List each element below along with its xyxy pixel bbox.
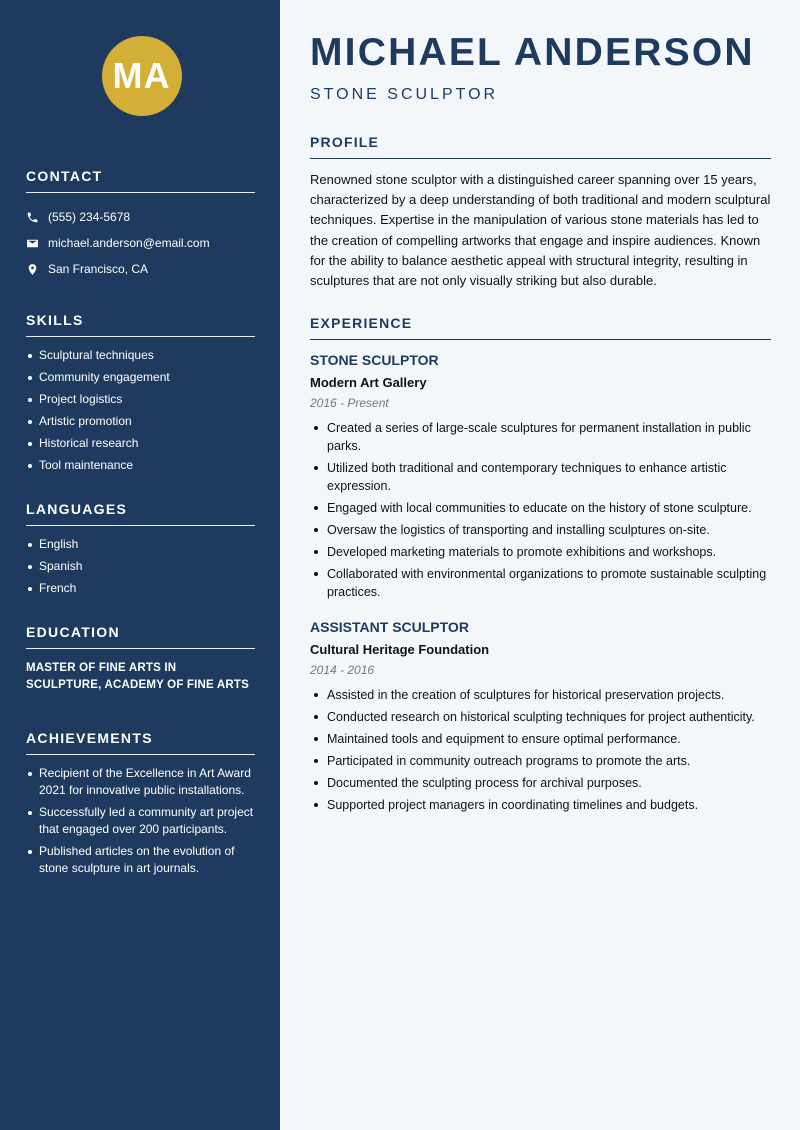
contact-email[interactable]: [26, 230, 255, 256]
achievements-section: [26, 730, 255, 877]
avatar-container: [26, 0, 255, 116]
candidate-title: STONE SCULPTOR: [310, 86, 499, 103]
job-bullet: Documented the sculpting process for archival purposes.: [310, 774, 771, 792]
contact-section: [26, 168, 255, 282]
language-item: Spanish: [26, 558, 255, 575]
skill-item: Sculptural techniques: [26, 347, 255, 364]
skills-list: [26, 347, 255, 474]
job-bullet: Assisted in the creation of sculptures for historical preservation projects.: [310, 686, 771, 704]
job-bullets: [310, 686, 771, 814]
contact-phone[interactable]: [26, 204, 255, 230]
skills-section: [26, 312, 255, 474]
skill-item: Community engagement: [26, 369, 255, 386]
skill-item: Historical research: [26, 435, 255, 452]
job-bullet: Maintained tools and equipment to ensure optimal performance.: [310, 730, 771, 748]
job-bullet: Utilized both traditional and contemporary techniques to enhance artistic expression.: [310, 459, 771, 495]
job-title: STONE SCULPTOR: [310, 352, 439, 369]
phone-number: (555) 234-5678: [48, 210, 131, 224]
job-dates: 2016 - Present: [310, 396, 389, 411]
company-name: Modern Art Gallery: [310, 375, 427, 391]
achievement-item: Published articles on the evolution of stone sculpture in art journals.: [26, 843, 255, 877]
job-entry: [310, 619, 771, 814]
achievements-heading: ACHIEVEMENTS: [26, 730, 255, 755]
sidebar: [0, 0, 280, 1130]
contact-heading: CONTACT: [26, 168, 255, 193]
achievement-item: Successfully led a community art project that engaged over 200 participants.: [26, 804, 255, 838]
profile-section: [310, 134, 771, 291]
job-dates: 2014 - 2016: [310, 663, 375, 678]
experience-heading: EXPERIENCE: [310, 315, 771, 340]
experience-section: [310, 315, 771, 814]
languages-heading: LANGUAGES: [26, 501, 255, 526]
job-bullet: Oversaw the logistics of transporting and installing sculptures on-site.: [310, 521, 771, 539]
skills-heading: SKILLS: [26, 312, 255, 337]
languages-section: [26, 501, 255, 597]
languages-list: [26, 536, 255, 597]
job-bullets: [310, 419, 771, 601]
location-icon: [26, 263, 39, 276]
job-bullet: Supported project managers in coordinating timelines and budgets.: [310, 796, 771, 814]
language-item: English: [26, 536, 255, 553]
language-item: French: [26, 580, 255, 597]
phone-icon: [26, 211, 39, 224]
education-degree: MASTER OF FINE ARTS IN SCULPTURE, ACADEMY OF FINE ARTS: [26, 662, 250, 691]
job-bullet: Collaborated with environmental organizations to promote sustainable sculpting practices.: [310, 565, 771, 601]
job-bullet: Engaged with local communities to educate on the history of stone sculpture.: [310, 499, 771, 517]
email-address: michael.anderson@email.com: [48, 236, 210, 250]
skill-item: Tool maintenance: [26, 457, 255, 474]
profile-text: Renowned stone sculptor with a distinguished career spanning over 15 years, characterized by a deep understanding of both traditional and modern sculptural techniques. Expertise in the manipulation of various stone materials has led to the creation of compelling artworks that engage and inspire audiences. Known for the ability to balance aesthetic appeal with structural integrity, resulting in sculptures that are not only visually striking but also durable.: [310, 172, 771, 289]
location-text: San Francisco, CA: [48, 262, 149, 276]
job-bullet: Developed marketing materials to promote exhibitions and workshops.: [310, 543, 771, 561]
achievements-list: [26, 765, 255, 877]
job-entry: [310, 352, 771, 601]
contact-location: [26, 256, 255, 282]
contact-list: [26, 204, 255, 282]
job-bullet: Participated in community outreach programs to promote the arts.: [310, 752, 771, 770]
job-bullet: Conducted research on historical sculpting techniques for project authenticity.: [310, 708, 771, 726]
candidate-name: MICHAEL ANDERSON: [310, 31, 755, 74]
avatar-initials: MA: [102, 36, 182, 116]
job-bullet: Created a series of large-scale sculptures for permanent installation in public parks.: [310, 419, 771, 455]
profile-heading: PROFILE: [310, 134, 771, 159]
skill-item: Project logistics: [26, 391, 255, 408]
company-name: Cultural Heritage Foundation: [310, 642, 490, 658]
skill-item: Artistic promotion: [26, 413, 255, 430]
email-icon: [26, 237, 39, 250]
job-title: ASSISTANT SCULPTOR: [310, 619, 469, 636]
education-section: [26, 624, 255, 694]
achievement-item: Recipient of the Excellence in Art Award 2021 for innovative public installations.: [26, 765, 255, 799]
education-heading: EDUCATION: [26, 624, 255, 649]
main-content: [280, 0, 800, 1130]
